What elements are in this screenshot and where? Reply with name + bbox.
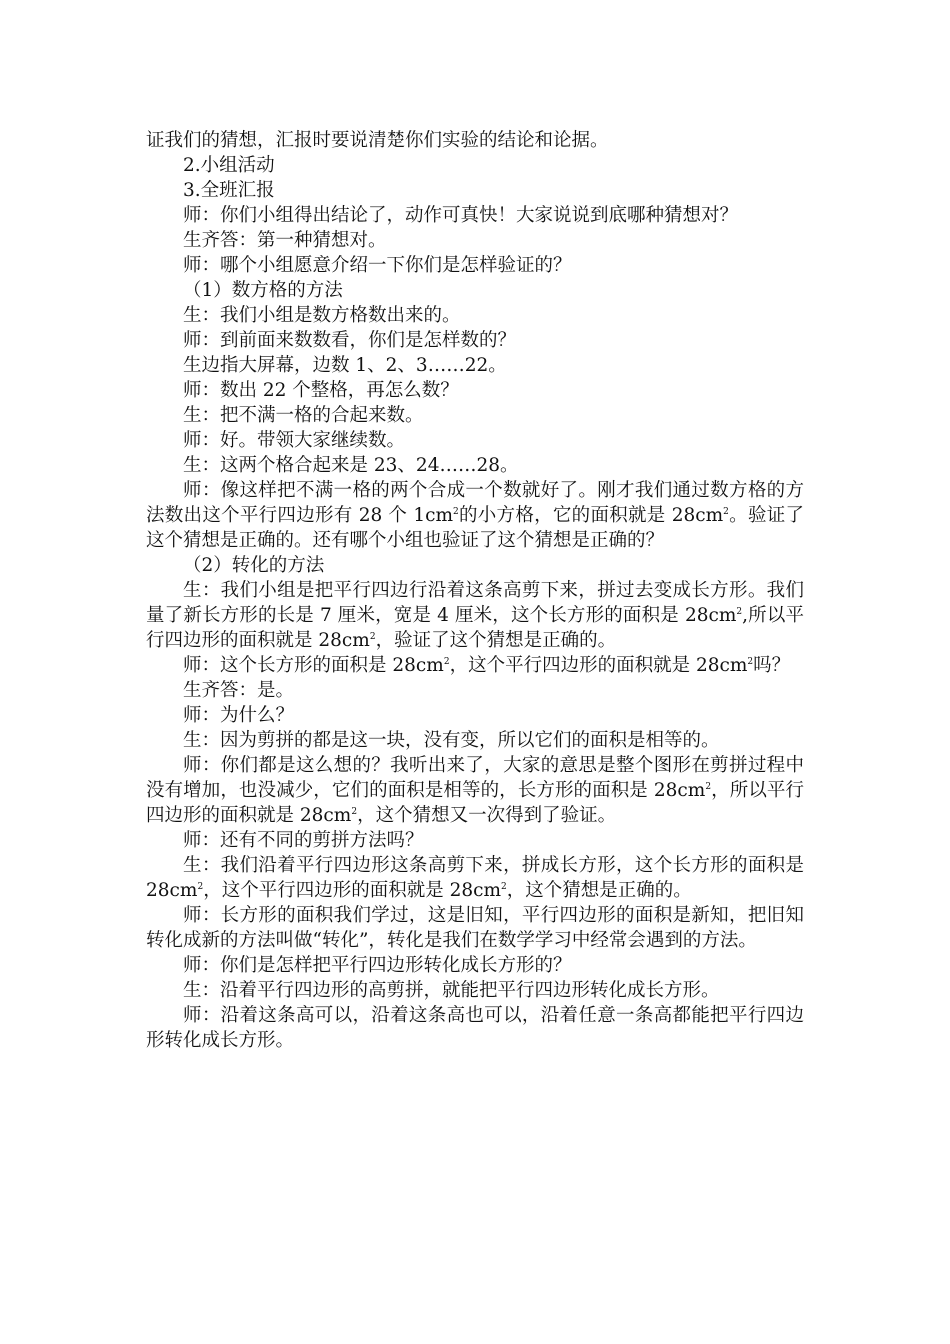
text-run: ，这个猜想又一次得到了验证。 — [357, 805, 617, 826]
dialogue-line: 师：哪个小组愿意介绍一下你们是怎样验证的？ — [183, 255, 572, 276]
text-run: 吗？ — [753, 655, 791, 676]
dialogue-line: 师：数出 22 个整格，再怎么数？ — [183, 380, 459, 401]
dialogue-line: 生齐答：第一种猜想对。 — [183, 230, 387, 251]
dialogue-paragraph: 师：沿着这条高可以，沿着这条高也可以，沿着任意一条高都能把平行四边形转化成长方形。 — [146, 1005, 804, 1051]
dialogue-paragraph — [146, 753, 804, 828]
superscript: 2 — [351, 807, 358, 817]
section-item-3: 3.全班汇报 — [183, 180, 275, 201]
superscript: 2 — [501, 882, 507, 892]
document-body — [146, 128, 804, 1053]
dialogue-paragraph — [146, 578, 804, 653]
text-run: ，这个平行四边形的面积就是 28cm — [449, 655, 748, 676]
superscript: 2 — [453, 507, 459, 517]
text-run: 师：像这样把不满一格的两个合成一个数就好了。刚才我们通过数方格的方法数出这个平行四边形有 28 个 1cm — [146, 480, 804, 526]
dialogue-line: 师：好。带领大家继续数。 — [183, 430, 406, 451]
dialogue-line: 师：你们小组得出结论了，动作可真快！大家说说到底哪种猜想对？ — [183, 205, 739, 226]
dialogue-paragraph — [146, 653, 804, 678]
superscript: 2 — [747, 657, 754, 667]
text-run: 师：你们都是这么想的？我听出来了，大家的意思是整个图形在剪拼过程中没有增加，也没减少，它们的面积是相等的，长方形的面积是 28cm — [146, 755, 804, 801]
superscript: 2 — [197, 882, 204, 892]
text-run: ，验证了这个猜想是正确的。 — [375, 630, 617, 651]
superscript: 2 — [443, 657, 450, 667]
dialogue-line: 生齐答：是。 — [183, 680, 295, 701]
text-run: 。验证了这个猜想是正确的。还有哪个小组也验证了这个猜想是正确的？ — [146, 505, 804, 551]
text-run: 的小方格，它的面积就是 28cm — [458, 505, 724, 526]
dialogue-line: 师：为什么？ — [183, 705, 295, 726]
dialogue-paragraph — [146, 478, 804, 553]
dialogue-line: 生边指大屏幕，边数 1、2、3……22。 — [183, 355, 507, 376]
superscript: 2 — [723, 507, 729, 517]
subheading-grid-method: （1）数方格的方法 — [183, 280, 343, 301]
subheading-transform-method: （2）转化的方法 — [183, 555, 325, 576]
superscript: 2 — [736, 607, 743, 617]
text-run: ，所以平行四边形的面积就是 28cm — [146, 780, 804, 826]
dialogue-line: 生：沿着平行四边形的高剪拼，就能把平行四边形转化成长方形。 — [183, 980, 720, 1001]
text-run: ，这个猜想是正确的。 — [506, 880, 692, 901]
superscript: 2 — [369, 632, 376, 642]
paragraph: 证我们的猜想，汇报时要说清楚你们实验的结论和论据。 — [146, 130, 609, 151]
dialogue-line: 生：这两个格合起来是 23、24……28。 — [183, 455, 519, 476]
dialogue-line: 师：还有不同的剪拼方法吗？ — [183, 830, 424, 851]
text-run: 师：这个长方形的面积是 28cm — [183, 655, 444, 676]
text-run: ,所以平行四边形的面积就是 28cm — [146, 605, 804, 651]
dialogue-line: 师：到前面来数数看，你们是怎样数的？ — [183, 330, 517, 351]
dialogue-line: 师：你们是怎样把平行四边形转化成长方形的？ — [183, 955, 572, 976]
text-run: 生：我们沿着平行四边形这条高剪下来，拼成长方形，这个长方形的面积是 28cm — [146, 855, 804, 901]
dialogue-paragraph — [146, 853, 804, 903]
dialogue-line: 生：因为剪拼的都是这一块，没有变，所以它们的面积是相等的。 — [183, 730, 720, 751]
dialogue-paragraph: 师：长方形的面积我们学过，这是旧知，平行四边形的面积是新知，把旧知转化成新的方法叫做“转化”，转化是我们在数学学习中经常会遇到的方法。 — [146, 905, 804, 951]
text-run: ，这个平行四边形的面积就是 28cm — [203, 880, 502, 901]
section-item-2: 2.小组活动 — [183, 155, 275, 176]
dialogue-line: 生：把不满一格的合起来数。 — [183, 405, 424, 426]
superscript: 2 — [705, 782, 712, 792]
text-run: 生：我们小组是把平行四边行沿着这条高剪下来，拼过去变成长方形。我们量了新长方形的长是 7 厘米，宽是 4 厘米，这个长方形的面积是 28cm — [146, 580, 804, 626]
dialogue-line: 生：我们小组是数方格数出来的。 — [183, 305, 461, 326]
